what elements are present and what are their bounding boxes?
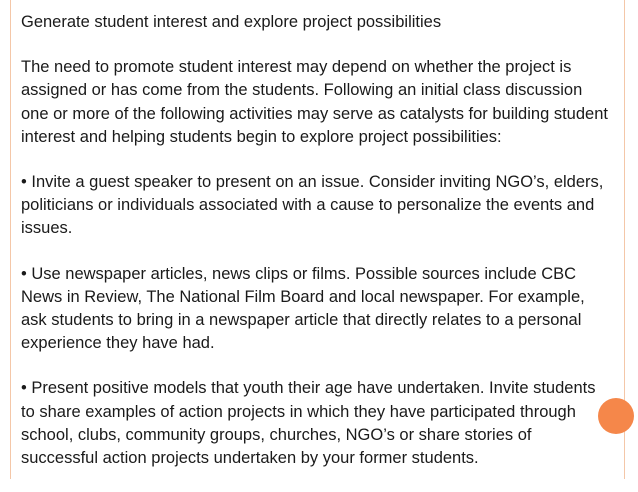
- bullet-newspaper-articles: • Use newspaper articles, news clips or films. Possible sources include CBC News in Review, The National Film Board and local newspaper. For example, ask students to bring in a newspaper article that directly relates to a personal experience they have had.: [21, 264, 585, 353]
- slide-heading: Generate student interest and explore project possibilities: [21, 13, 442, 31]
- intro-paragraph: The need to promote student interest may depend on whether the project is assigned or has come from the students. Following an initial class discussion one or more of the following activities may serve as catalysts for building student interest and helping students begin to explore project possibilities:: [21, 58, 608, 146]
- decorative-circle: [598, 398, 634, 434]
- bullet-guest-speaker: • Invite a guest speaker to present on an issue. Consider inviting NGO’s, elders, politicians or individuals associated with a cause to personalize the events and issues.: [21, 173, 604, 238]
- slide-content: [21, 11, 611, 492]
- bullet-positive-models: • Present positive models that youth their age have undertaken. Invite students to share examples of action projects in which they have participated through school, clubs, community groups, churches, NGO’s or share stories of successful action projects undertaken by your former students.: [21, 379, 596, 468]
